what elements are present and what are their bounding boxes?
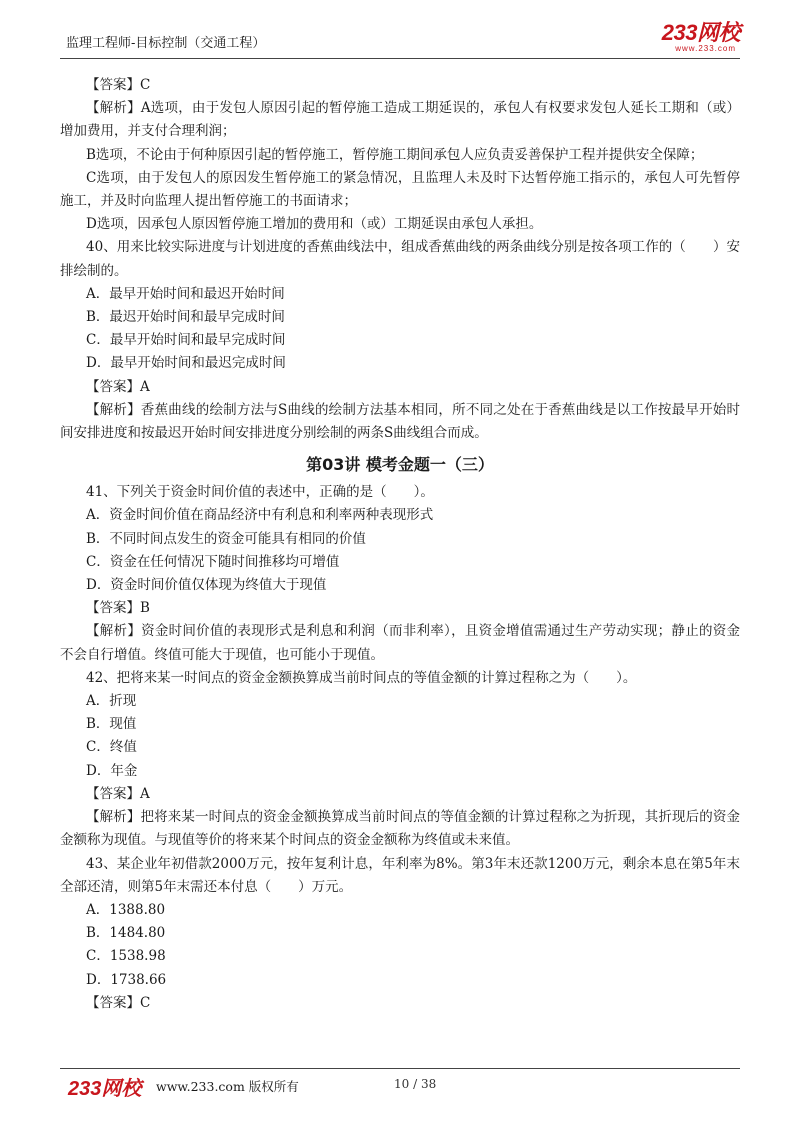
explain-text: A选项，由于发包人原因引起的暂停施工造成工期延误的，承包人有权要求发包人延长工期和（或）增加费用，并支付合理利润； (60, 100, 741, 140)
q41-stem: 41、下列关于资金时间价值的表述中，正确的是（ ）。 (86, 484, 434, 501)
q42-option-a: A．折现 (86, 693, 137, 710)
q41-answer: 【答案】B (86, 600, 150, 617)
explain-text: 香蕉曲线的绘制方法与S曲线的绘制方法基本相同，所不同之处在于香蕉曲线是以工作按最早开始时间安排进度和按最迟开始时间安排进度分别绘制的两条S曲线组合而成。 (60, 401, 740, 442)
page-number: 10 / 38 (394, 1077, 437, 1091)
q39-explain-1 (60, 97, 740, 143)
q42-answer: 【答案】A (86, 785, 150, 802)
copyright-text: www.233.com 版权所有 (156, 1079, 299, 1094)
q43-option-c: C．1538.98 (86, 948, 166, 965)
q43-option-a: A．1388.80 (86, 901, 166, 918)
brand-logo-text: 233网校 (661, 20, 740, 45)
explain-label: 【解析】 (86, 401, 141, 418)
q43-option-b: B．1484.80 (86, 925, 166, 942)
q40-stem: 40、用来比较实际进度与计划进度的香蕉曲线法中，组成香蕉曲线的两条曲线分别是按各项工作的（ ）安排绘制的。 (60, 239, 740, 279)
brand-logo-url: www.233.com (675, 44, 736, 53)
explain-label: 【解析】 (86, 809, 141, 826)
q40-answer: 【答案】A (86, 378, 150, 395)
page-content (60, 74, 740, 1015)
q43-option-d: D．1738.66 (86, 971, 167, 988)
q42-option-d: D．年金 (86, 762, 138, 779)
q43-stem: 43、某企业年初借款2000万元，按年复利计息，年利率为8%。第3年末还款1200万元，剩余本息在第5年末全部还清，则第5年末需还本付息（ ）万元。 (60, 855, 740, 895)
q39-answer: 【答案】C (86, 77, 151, 93)
q41-option-b: B．不同时间点发生的资金可能具有相同的价值 (86, 530, 366, 547)
q40-explain (60, 399, 740, 445)
q39-explain-4: D选项，因承包人原因暂停施工增加的费用和（或）工期延误由承包人承担。 (86, 216, 543, 233)
page-footer (60, 1072, 740, 1100)
brand-logo[interactable] (662, 22, 740, 53)
q40-option-c: C．最早开始时间和最早完成时间 (86, 332, 286, 349)
explain-label: 【解析】 (86, 100, 141, 117)
footer-divider (60, 1068, 740, 1069)
explain-text: 把将来某一时间点的资金金额换算成当前时间点的等值金额的计算过程称之为折现，其折现后的资金金额称为现值。与现值等价的将来某个时间点的资金金额称为终值或未来值。 (60, 809, 741, 849)
q40-option-b: B．最迟开始时间和最早完成时间 (86, 309, 285, 326)
header-divider (60, 58, 740, 59)
q39-explain-3: C选项，由于发包人的原因发生暂停施工的紧急情况，且监理人未及时下达暂停施工指示的，承包人可先暂停施工，并及时向监理人提出暂停施工的书面请求； (60, 169, 740, 210)
explain-text: 资金时间价值的表现形式是利息和利润（而非利率），且资金增值需通过生产劳动实现；静止的资金不会自行增值。终值可能大于现值，也可能小于现值。 (60, 623, 741, 663)
explain-label: 【解析】 (86, 623, 142, 640)
q41-option-d: D．资金时间价值仅体现为终值大于现值 (86, 577, 327, 594)
q41-option-c: C．资金在任何情况下随时间推移均可增值 (86, 553, 340, 570)
footer-brand-logo[interactable]: 233网校 (68, 1078, 142, 1100)
q42-stem: 42、把将来某一时间点的资金金额换算成当前时间点的等值金额的计算过程称之为（ ）。 (86, 669, 637, 686)
q43-answer: 【答案】C (86, 994, 151, 1011)
q42-option-b: B．现值 (86, 716, 137, 733)
q41-explain (60, 620, 740, 666)
q41-option-a: A．资金时间价值在商品经济中有利息和利率两种表现形式 (86, 507, 434, 524)
q40-option-d: D．最早开始时间和最迟完成时间 (86, 355, 286, 372)
q40-option-a: A．最早开始时间和最迟开始时间 (86, 285, 285, 302)
page-header (60, 22, 740, 56)
q42-explain (60, 806, 740, 852)
section-heading: 第03讲 模考金题一（三） (306, 455, 494, 475)
q39-explain-2: B选项，不论由于何种原因引起的暂停施工，暂停施工期间承包人应负责妥善保护工程并提供安全保障； (86, 146, 704, 163)
document-title: 监理工程师-目标控制（交通工程） (66, 36, 266, 51)
q42-option-c: C．终值 (86, 739, 137, 756)
